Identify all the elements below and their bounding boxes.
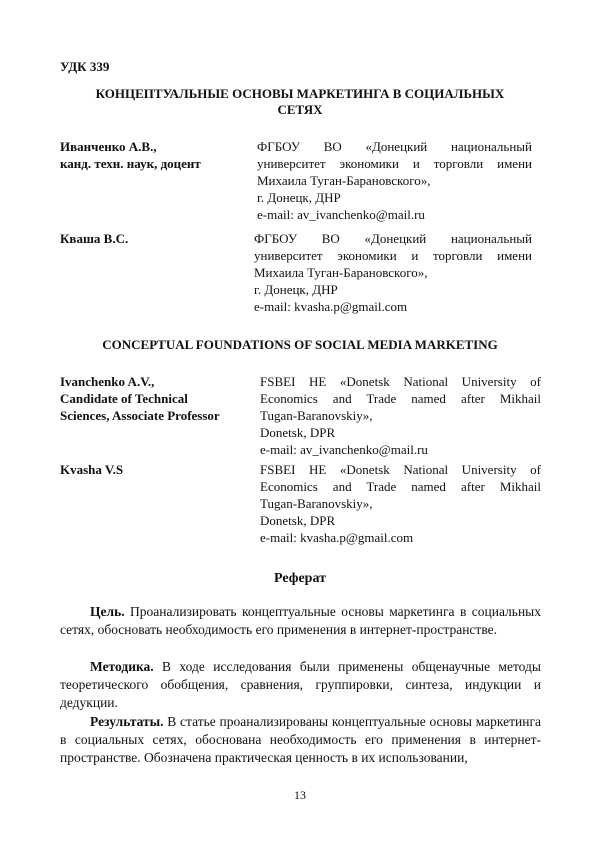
abstract-heading: Реферат <box>274 571 326 586</box>
affil-line: Donetsk, DPR <box>260 513 336 528</box>
goal-label: Цель. <box>90 604 125 619</box>
author-ru-2-affiliation <box>254 230 532 315</box>
author-en-2-name: Kvasha V.S <box>60 462 124 477</box>
abstract-method-paragraph <box>60 658 541 712</box>
article-title-en: CONCEPTUAL FOUNDATIONS OF SOCIAL MEDIA MARKETING <box>102 337 498 352</box>
author-ru-1-degree: канд. техн. наук, доцент <box>60 156 201 171</box>
author-email: e-mail: av_ivanchenko@mail.ru <box>257 207 425 222</box>
udk-code: УДК 339 <box>60 59 110 74</box>
results-label: Результаты. <box>90 714 164 729</box>
abstract-goal-paragraph <box>60 603 541 639</box>
affil-line: Economics and Trade named after Mikhail <box>260 479 541 494</box>
title-ru-line-1: КОНЦЕПТУАЛЬНЫЕ ОСНОВЫ МАРКЕТИНГА В СОЦИАЛЬНЫХ <box>95 86 505 101</box>
author-email: e-mail: av_ivanchenko@mail.ru <box>260 442 428 457</box>
author-en-2-affiliation <box>260 461 541 546</box>
affil-line: ФГБОУ ВО «Донецкий национальный <box>254 231 532 246</box>
name-line: Ivanchenko A.V., <box>60 374 155 389</box>
affil-line: г. Донецк, ДНР <box>254 282 338 297</box>
affil-line: Михаила Туган-Барановского», <box>257 173 431 188</box>
affil-line: FSBEI HE «Donetsk National University of <box>260 462 541 477</box>
method-text: В ходе исследования были применены общенаучные методы теоретического обобщения, сравнения, группировки, синтеза, индукции и дедукции. <box>60 659 541 710</box>
author-email: e-mail: kvasha.p@gmail.com <box>260 530 414 545</box>
title-ru-line-2: СЕТЯХ <box>277 102 323 117</box>
article-title-ru <box>60 86 540 118</box>
affil-line: Tugan-Baranovskiy», <box>260 496 373 511</box>
page-number: 13 <box>294 788 306 802</box>
author-ru-1-name: Иванченко А.В., <box>60 139 157 154</box>
author-email: e-mail: kvasha.p@gmail.com <box>254 299 408 314</box>
abstract-results-paragraph <box>60 713 541 767</box>
affil-line: Economics and Trade named after Mikhail <box>260 391 541 406</box>
affil-line: университет экономики и торговли имени <box>257 156 532 171</box>
affil-line: Tugan-Baranovskiy», <box>260 408 373 423</box>
author-ru-2-name: Кваша В.С. <box>60 231 129 246</box>
method-label: Методика. <box>90 659 154 674</box>
name-line: Sciences, Associate Professor <box>60 408 220 423</box>
results-text: В статье проанализированы концептуальные основы маркетинга в социальных сетях, обоснована необходимость его применения в интернет-пространстве. Обозначена практическая ценность в их использовании, <box>60 714 541 765</box>
author-en-1-name <box>60 373 220 424</box>
affil-line: университет экономики и торговли имени <box>254 248 532 263</box>
goal-text: Проанализировать концептуальные основы маркетинга в социальных сетях, обосновать необходимость его применения в интернет-пространстве. <box>60 604 541 637</box>
affil-line: г. Донецк, ДНР <box>257 190 341 205</box>
author-ru-1-affiliation <box>257 138 532 223</box>
author-en-1-affiliation <box>260 373 541 458</box>
affil-line: FSBEI HE «Donetsk National University of <box>260 374 541 389</box>
affil-line: Михаила Туган-Барановского», <box>254 265 428 280</box>
affil-line: Donetsk, DPR <box>260 425 336 440</box>
name-line: Candidate of Technical <box>60 391 188 406</box>
affil-line: ФГБОУ ВО «Донецкий национальный <box>257 139 532 154</box>
